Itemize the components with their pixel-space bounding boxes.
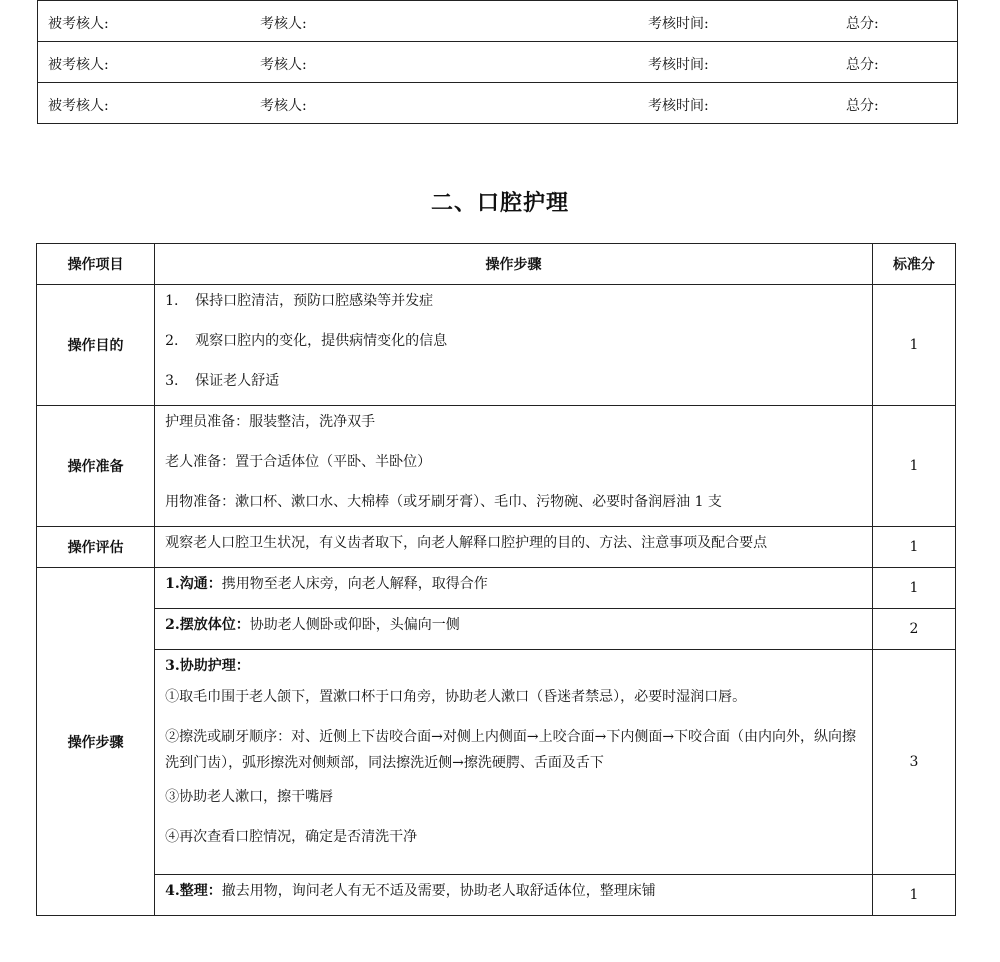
communicate-step: 1.沟通：携用物至老人床旁，向老人解释，取得合作: [155, 568, 873, 609]
list-item: ②擦洗或刷牙顺序：对、近侧上下齿咬合面→对侧上内侧面→上咬合面→下内侧面→下咬合面（由内向外，纵向擦洗到门齿），弧形擦洗对侧颊部，同法擦洗近侧→擦洗硬腭、舌面及舌下: [165, 729, 857, 771]
assessment-score: 1: [872, 527, 955, 568]
purpose-score: 1: [872, 285, 955, 406]
preparation-score: 1: [872, 406, 955, 527]
table-row-assist: [37, 650, 956, 875]
info-row: [38, 1, 957, 41]
list-item: ③协助老人漱口，擦干嘴唇: [165, 789, 334, 805]
examiner-label: 考核人:: [260, 57, 307, 73]
list-item: ①取毛巾围于老人颌下，置漱口杯于口角旁，协助老人漱口（昏迷者禁忌），必要时湿润口唇。: [165, 689, 747, 705]
table-row-position: [37, 609, 956, 650]
position-step: 2.摆放体位：协助老人侧卧或仰卧，头偏向一侧: [155, 609, 873, 650]
exam-time-label: 考核时间:: [648, 16, 709, 32]
communicate-score: 1: [872, 568, 955, 609]
list-item: ④再次查看口腔情况，确定是否清洗干净: [165, 829, 418, 845]
oral-care-table: [36, 243, 956, 916]
assessment-text: 观察老人口腔卫生状况，有义齿者取下，向老人解释口腔护理的目的、方法、注意事项及配合要点: [155, 527, 873, 568]
examiner-label: 考核人:: [260, 16, 307, 32]
list-item: 2. 观察口腔内的变化，提供病情变化的信息: [165, 333, 448, 349]
list-item: 3. 保证老人舒适: [165, 373, 280, 389]
list-item: 老人准备：置于合适体位（平卧、半卧位）: [165, 454, 432, 470]
table-row-purpose: [37, 285, 956, 406]
purpose-label: 操作目的: [37, 285, 155, 406]
header-steps: 操作步骤: [155, 244, 873, 285]
examinee-info-table: [37, 0, 958, 124]
list-item: 护理员准备：服装整洁，洗净双手: [165, 414, 376, 430]
exam-time-label: 考核时间:: [648, 57, 709, 73]
examinee-label: 被考核人:: [48, 16, 109, 32]
table-row-tidy: [37, 875, 956, 916]
table-row-preparation: [37, 406, 956, 527]
tidy-step: 4.整理：撤去用物，询问老人有无不适及需要，协助老人取舒适体位，整理床铺: [155, 875, 873, 916]
assist-step: [155, 650, 873, 875]
header-item: 操作项目: [37, 244, 155, 285]
preparation-label: 操作准备: [37, 406, 155, 527]
total-score-label: 总分:: [846, 98, 879, 114]
position-score: 2: [872, 609, 955, 650]
list-item: 1. 保持口腔清洁，预防口腔感染等并发症: [165, 293, 434, 309]
info-row: [38, 83, 957, 123]
list-item: 用物准备：漱口杯、漱口水、大棉棒（或牙刷牙膏）、毛巾、污物碗、必要时备润唇油 1 支: [165, 494, 722, 510]
assist-score: 3: [872, 650, 955, 875]
examiner-label: 考核人:: [260, 98, 307, 114]
table-header-row: [37, 244, 956, 285]
examinee-label: 被考核人:: [48, 57, 109, 73]
table-row-communicate: [37, 568, 956, 609]
exam-time-label: 考核时间:: [648, 98, 709, 114]
steps-label: 操作步骤: [37, 568, 155, 916]
info-row: [38, 42, 957, 82]
total-score-label: 总分:: [846, 57, 879, 73]
section-title: 二、口腔护理: [430, 190, 569, 216]
purpose-steps: [155, 285, 873, 406]
examinee-label: 被考核人:: [48, 98, 109, 114]
table-row-assessment: [37, 527, 956, 568]
assist-title: 3.协助护理：: [165, 658, 250, 674]
total-score-label: 总分:: [846, 16, 879, 32]
header-score: 标准分: [872, 244, 955, 285]
assessment-label: 操作评估: [37, 527, 155, 568]
tidy-score: 1: [872, 875, 955, 916]
preparation-steps: [155, 406, 873, 527]
